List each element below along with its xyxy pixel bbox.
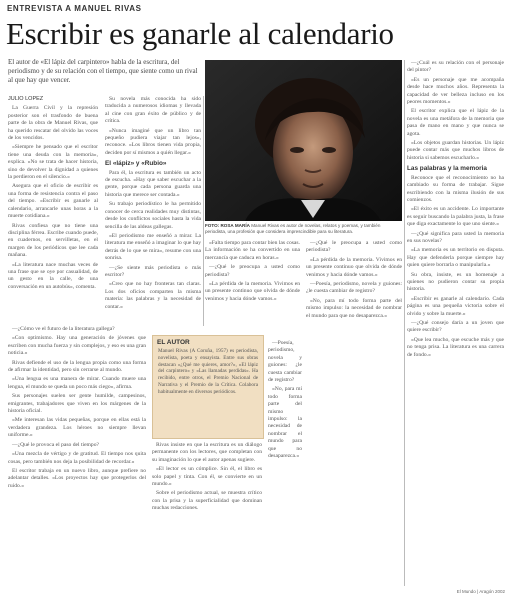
column-2-lower-text xyxy=(152,442,262,513)
paragraph: «Me interesan las vidas pequeñas, porque en ellas está la verdadera grandeza. Los héroes no siempre llevan uniforme.» xyxy=(8,417,146,439)
paragraph: «No, para mí todo forma parte del mismo impulso: la necesidad de nombrar el mundo para que no desaparezca.» xyxy=(268,386,302,460)
column-4 xyxy=(306,240,402,588)
paragraph: «El lector es un cómplice. Sin él, el libro es solo papel y tinta. Con él, se convierte en un mundo.» xyxy=(152,466,262,488)
paragraph: —¿Qué le provoca el paso del tiempo? xyxy=(12,441,99,448)
column-2-lower xyxy=(152,442,262,588)
paragraph: —¿Cuál es su relación con el personaje del pintor? xyxy=(407,60,504,74)
column-1-lower-text-b xyxy=(8,393,146,490)
paragraph: —¿Qué consejo daría a un joven que quiere escribir? xyxy=(407,320,504,334)
column-1-lower-text xyxy=(8,326,146,391)
paragraph: —¿Qué le preocupa a usted como periodista? xyxy=(306,240,402,254)
column-4-text xyxy=(306,240,402,320)
column-1-text xyxy=(8,105,98,291)
paragraph: «No, para mí todo forma parte del mismo impulso: la necesidad de nombrar el mundo para que no desaparezca.» xyxy=(306,297,402,319)
column-2-text xyxy=(105,96,201,157)
paragraph: —Poesía, periodismo, novela y guiones: ¿le cuesta cambiar de registro? xyxy=(306,281,402,295)
paragraph: Rivas confiesa que no tiene una disciplina férrea. Escribe cuando puede, en cuadernos, en servilletas, en el margen de los periódicos que lee cada mañana. xyxy=(8,222,98,259)
column-3-bottom-text xyxy=(268,340,302,461)
portrait-image xyxy=(205,60,402,221)
paragraph: «La memoria es un territorio en disputa. Hay que defenderla porque siempre hay quien quiere borrarla o manipularla.» xyxy=(407,247,504,269)
paragraph: «Los objetos guardan historias. Un lápiz puede contar más que muchos libros de historia si sabemos escucharlo.» xyxy=(407,140,504,161)
column-1 xyxy=(8,96,98,322)
photo-caption-text: Manuel Rivas es autor de novelas, relatos y poemas, y también periodista, una profesión que considera imprescindible para su literatura. xyxy=(205,223,381,234)
column-2 xyxy=(105,96,201,322)
paragraph: «Creo que no hay fronteras tan claras. Los dos oficios comparten la misma materia: las palabras y la necesidad de contar.» xyxy=(105,281,201,310)
paragraph: Su trabajo periodístico le ha permitido conocer de cerca realidades muy distintas, desde los conflictos sociales hasta la vida sencilla de las aldeas gallegas. xyxy=(105,201,201,230)
paragraph: «Escribir es ganarle al calendario. Cada página es una pequeña victoria sobre el olvido y sobre la muerte.» xyxy=(407,295,504,317)
article-title: Escribir es ganarle al calendario xyxy=(6,16,394,51)
page-footer: El Mundo | Aragón 2002 xyxy=(456,589,505,594)
paragraph: Sus personajes suelen ser gente humilde, campesinos, emigrantes, trabajadores que viven en los márgenes de la historia oficial. xyxy=(8,393,146,415)
paragraph: —¿Qué le preocupa a usted como periodista? xyxy=(205,264,300,278)
column-1-lower xyxy=(8,326,146,588)
paragraph: «Falta tiempo para contar bien las cosas. La información se ha convertido en una mercancía que caduca en horas.» xyxy=(205,240,300,261)
paragraph: Su novela más conocida ha sido traducida a numerosos idiomas y llevada al cine con gran éxito de público y de crítica. xyxy=(105,96,201,125)
subhead-lapiz: El «lápiz» y «Rubio» xyxy=(105,160,167,168)
photo-caption-label: FOTO: ROSA MARÍA xyxy=(205,223,250,228)
paragraph: Rivas insiste en que la escritura es un diálogo permanente con los lectores, que completan con su imaginación lo que el autor apenas sugiere. xyxy=(152,442,262,463)
column-3-bottom xyxy=(268,340,302,588)
paragraph: «Nunca imaginé que un libro tan pequeño pudiera viajar tan lejos», reconoce. «Los libros tienen vida propia, deciden por sí mismos a quién llegar.» xyxy=(105,127,201,156)
paragraph: El escritor explica que el lápiz de la novela es una metáfora de la memoria que pasa de mano en mano y que nunca se agota. xyxy=(407,108,504,137)
column-rule xyxy=(203,96,204,326)
subhead-memoria: Las palabras y la memoria xyxy=(407,165,487,173)
author-box-text: Manuel Rivas (A Coruña, 1957) es periodista, novelista, poeta y ensayista. Entre sus obras destacan «¿Qué me quieres, amor?», «El lápiz del carpintero» y «Las llamadas perdidas». Ha recibido, entre otros, el Premio Nacional de Narrativa y el Premio de la Crítica. Colabora habitualmente en diversos periódicos. xyxy=(158,348,258,395)
paragraph: La Guerra Civil y la represión posterior son el trasfondo de buena parte de la obra de Manuel Rivas, que ha querido rescatar del olvido las voces de los vencidos. xyxy=(8,105,98,142)
paragraph: «La literatura nace muchas veces de una frase que se oye por casualidad, de un gesto en la calle, de una conversación en un autobús», comenta. xyxy=(8,261,98,290)
paragraph: Para él, la escritura es también un acto de escucha. «Hay que saber escuchar a la gente, porque cada persona guarda una historia que merece ser contada.» xyxy=(105,169,201,198)
article-standfirst: El autor de «El lápiz del carpintero» habla de la escritura, del periodismo y de su relación con el tiempo, que siente como un rival al que hay que vencer. xyxy=(8,58,198,84)
paragraph: Sobre el periodismo actual, se muestra crítico con la prisa y la superficialidad que dominan muchas redacciones. xyxy=(152,490,262,512)
paragraph: «Con optimismo. Hay una generación de jóvenes que escriben con mucha fuerza y sin complejos, y eso es una gran noticia.» xyxy=(8,335,146,357)
column-3-lower xyxy=(205,240,300,335)
paragraph: «Siempre he pensado que el escritor tiene una deuda con la memoria», explica. «No se trata de hacer historia, sino de devolver la dignidad a quienes la perdieron en el silencio.» xyxy=(8,144,98,181)
paragraph: «Una mezcla de vértigo y de gratitud. El tiempo nos quita cosas, pero también nos deja la posibilidad de recordar.» xyxy=(8,451,146,465)
photo-caption xyxy=(205,223,402,235)
paragraph: «El periodismo me enseñó a mirar. La literatura me enseñó a imaginar lo que hay detrás de lo que se mira», resume con una sonrisa. xyxy=(105,232,201,262)
section-kicker: ENTREVISTA A MANUEL RIVAS xyxy=(7,4,142,13)
column-5a-text xyxy=(407,60,504,162)
paragraph: —Poesía, periodismo, novela y guiones: ¿le cuesta cambiar de registro? xyxy=(268,340,302,384)
paragraph: «El éxito es un accidente. Lo importante es seguir buscando la palabra justa, la frase que diga exactamente lo que uno siente.» xyxy=(407,206,504,228)
column-2b-text xyxy=(105,170,201,311)
column-5b-text xyxy=(407,175,504,359)
paragraph: Reconoce que el reconocimiento no ha cambiado su forma de trabajar. Sigue escribiendo con la misma ilusión de sus comienzos. xyxy=(407,174,504,203)
column-5 xyxy=(407,60,504,586)
paragraph: Su obra, insiste, es un homenaje a quienes no pudieron contar su propia historia. xyxy=(407,271,504,293)
paragraph: El escritor trabaja en un nuevo libro, aunque prefiere no adelantar detalles. «Los proyectos hay que protegerlos del ruido.» xyxy=(8,467,146,489)
column-rule xyxy=(404,60,405,586)
paragraph: «Que lea mucho, que escuche más y que no tenga prisa. La literatura es una carrera de fondo.» xyxy=(407,336,504,358)
paragraph: «La pérdida de la memoria. Vivimos en un presente continuo que olvida de dónde venimos y hacia dónde vamos.» xyxy=(205,281,300,302)
column-3-lower-text xyxy=(205,240,300,303)
paragraph: «Una lengua es una manera de mirar. Cuando muere una lengua, el mundo se queda un poco más ciego», afirma. xyxy=(8,376,146,390)
author-box-heading: EL AUTOR xyxy=(157,339,190,346)
paragraph: —¿Se siente más periodista o más escritor? xyxy=(105,264,201,278)
author-box xyxy=(152,335,264,439)
author-photo xyxy=(205,60,402,221)
paragraph: —¿Qué significa para usted la memoria en sus novelas? xyxy=(407,230,504,244)
paragraph: Rivas defiende el uso de la lengua propia como una forma de afirmar la identidad, pero sin cerrarse al mundo. xyxy=(8,359,146,374)
paragraph: —¿Cómo ve el futuro de la literatura gallega? xyxy=(12,326,115,332)
paragraph: «La pérdida de la memoria. Vivimos en un presente continuo que olvida de dónde venimos y hacia dónde vamos.» xyxy=(306,256,402,278)
paragraph: Asegura que el oficio de escribir es una forma de resistencia contra el paso del tiempo. «Escribir es ganarle al calendario, arrancarle unas horas a la muerte cotidiana.» xyxy=(8,183,98,220)
paragraph: «Es un personaje que me acompaña desde hace muchos años. Representa la capacidad de ver belleza incluso en los peores momentos.» xyxy=(407,76,504,106)
byline: JULIO LÓPEZ xyxy=(8,96,44,102)
